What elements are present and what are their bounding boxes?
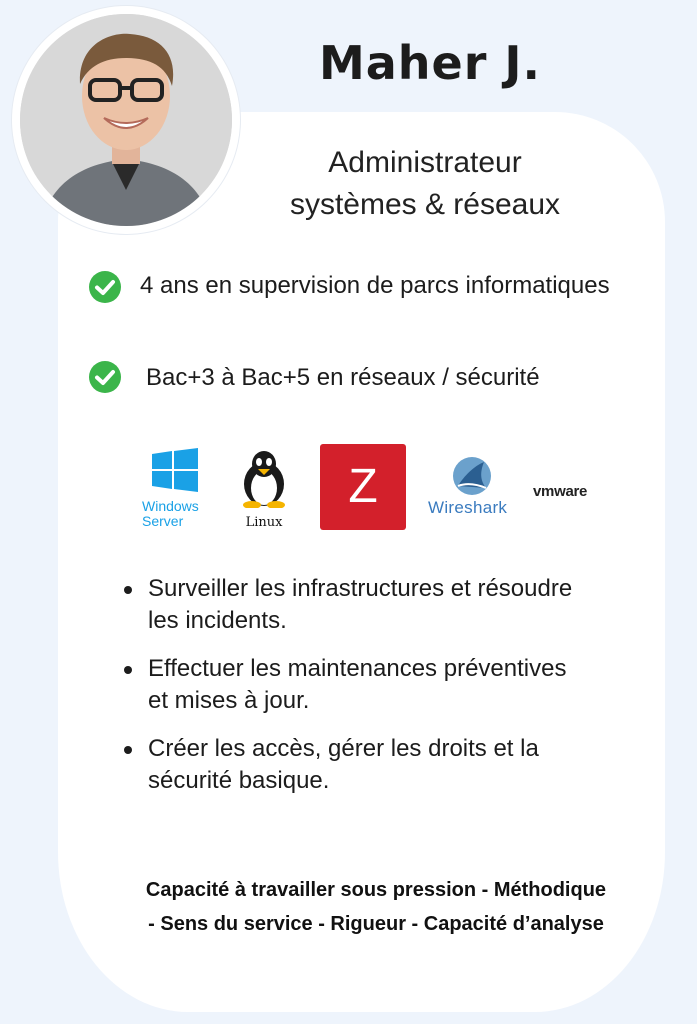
linux-label: Linux [245, 515, 283, 530]
windows-server-label-1: Windows [142, 498, 199, 514]
windows-icon [140, 448, 210, 492]
tasks-list [118, 573, 588, 813]
vmware-label: vmware [533, 483, 588, 500]
vmware-logo [533, 483, 613, 503]
check-circle-icon [89, 271, 121, 303]
tux-penguin-icon [236, 450, 292, 508]
zabbix-logo [320, 444, 406, 530]
highlight-education: Bac+3 à Bac+5 en réseaux / sécurité [146, 364, 540, 391]
list-item: Surveiller les infrastructures et résoudre les incidents. [118, 573, 588, 637]
highlight-experience: 4 ans en supervision de parcs informatiques [140, 272, 610, 299]
windows-server-label-2: Server [142, 513, 184, 529]
list-item: Créer les accès, gérer les droits et la sécurité basique. [118, 733, 588, 797]
check-circle-icon [89, 361, 121, 393]
avatar [12, 6, 240, 234]
wireshark-logo [428, 456, 518, 520]
windows-server-logo [140, 448, 210, 528]
wireshark-label: Wireshark [428, 498, 508, 517]
linux-logo [236, 450, 292, 530]
soft-skills: Capacité à travailler sous pression - Méthodique - Sens du service - Rigueur - Capacité d’analyse [145, 879, 607, 935]
profile-photo [20, 14, 232, 226]
zabbix-label: Z [348, 460, 378, 513]
job-title-line1: Administrateur [328, 146, 522, 179]
candidate-name: Maher J. [318, 36, 542, 90]
job-title-line2: systèmes & réseaux [289, 188, 561, 221]
wireshark-fin-icon [450, 456, 494, 496]
list-item: Effectuer les maintenances préventives et mises à jour. [118, 653, 588, 717]
job-title [240, 142, 610, 226]
